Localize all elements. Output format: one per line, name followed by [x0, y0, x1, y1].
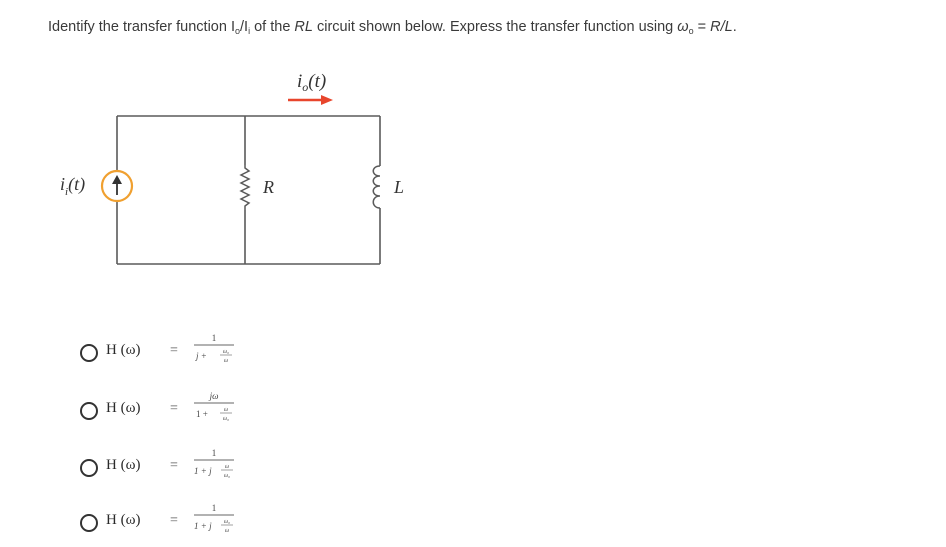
question-slash: /I: [240, 19, 249, 35]
option-1[interactable]: [80, 333, 320, 374]
circuit-wires: [117, 116, 380, 264]
svg-text:1 + j: 1 + j: [194, 521, 212, 531]
option-3[interactable]: [80, 448, 320, 489]
svg-text:ω: ω: [224, 528, 230, 534]
option-3-equals: =: [170, 458, 178, 473]
question-mid2: circuit shown below. Express the transfer function using: [312, 19, 678, 35]
svg-text:1 + j: 1 + j: [194, 466, 212, 476]
svg-text:ω₀: ω₀: [223, 473, 231, 479]
option-2-lhs: H (ω): [106, 400, 141, 416]
question-circuit-type: RL: [294, 19, 313, 35]
option-4-lhs: H (ω): [106, 512, 141, 528]
question-sub-i: i: [248, 26, 251, 36]
option-3-lhs: H (ω): [106, 457, 141, 473]
question-mid: of the: [250, 19, 295, 35]
svg-text:j +: j +: [196, 351, 207, 361]
svg-text:1: 1: [211, 333, 217, 343]
option-1-lhs: H (ω): [106, 342, 141, 358]
option-3-radio[interactable]: [80, 459, 98, 477]
svg-text:1: 1: [211, 503, 217, 513]
option-1-radio[interactable]: [80, 344, 98, 362]
question-rl: R/L: [710, 19, 733, 35]
question-prefix: Identify the transfer function I: [48, 19, 235, 35]
output-current-label: $i_o(t)$: [297, 71, 327, 94]
option-2[interactable]: [80, 391, 320, 432]
svg-text:ω: ω: [223, 358, 229, 364]
source-current-label: $i_i(t)$: [60, 174, 86, 198]
option-3-fraction: [192, 447, 236, 485]
resistor: [241, 165, 249, 210]
option-2-radio[interactable]: [80, 402, 98, 420]
svg-text:ω: ω: [224, 464, 230, 470]
option-2-equals: =: [170, 401, 178, 416]
inductor-label: L: [394, 177, 405, 197]
question-sub-o: o: [235, 26, 241, 36]
svg-text:ω₀: ω₀: [223, 519, 231, 525]
option-4-radio[interactable]: [80, 514, 98, 532]
current-source: [102, 171, 132, 201]
question-end: .: [732, 19, 737, 35]
svg-text:ω: ω: [223, 407, 229, 413]
output-current-arrow: [288, 95, 333, 105]
svg-text:jω: jω: [209, 391, 219, 401]
svg-text:1: 1: [211, 448, 217, 458]
resistor-label: R: [263, 177, 274, 197]
option-2-fraction: [192, 390, 236, 428]
option-1-equals: =: [170, 343, 178, 358]
svg-text:ω₀: ω₀: [222, 416, 230, 422]
option-4-equals: =: [170, 513, 178, 528]
svg-text:1 +: 1 +: [196, 409, 208, 419]
option-4[interactable]: [80, 503, 320, 544]
question-omega: ω: [677, 19, 689, 35]
option-1-fraction: [192, 332, 236, 370]
svg-text:ω₀: ω₀: [222, 349, 230, 355]
inductor: [373, 166, 380, 208]
question-eq: =: [693, 19, 711, 35]
option-4-fraction: [192, 502, 236, 540]
question-omega-sub: o: [688, 26, 694, 36]
